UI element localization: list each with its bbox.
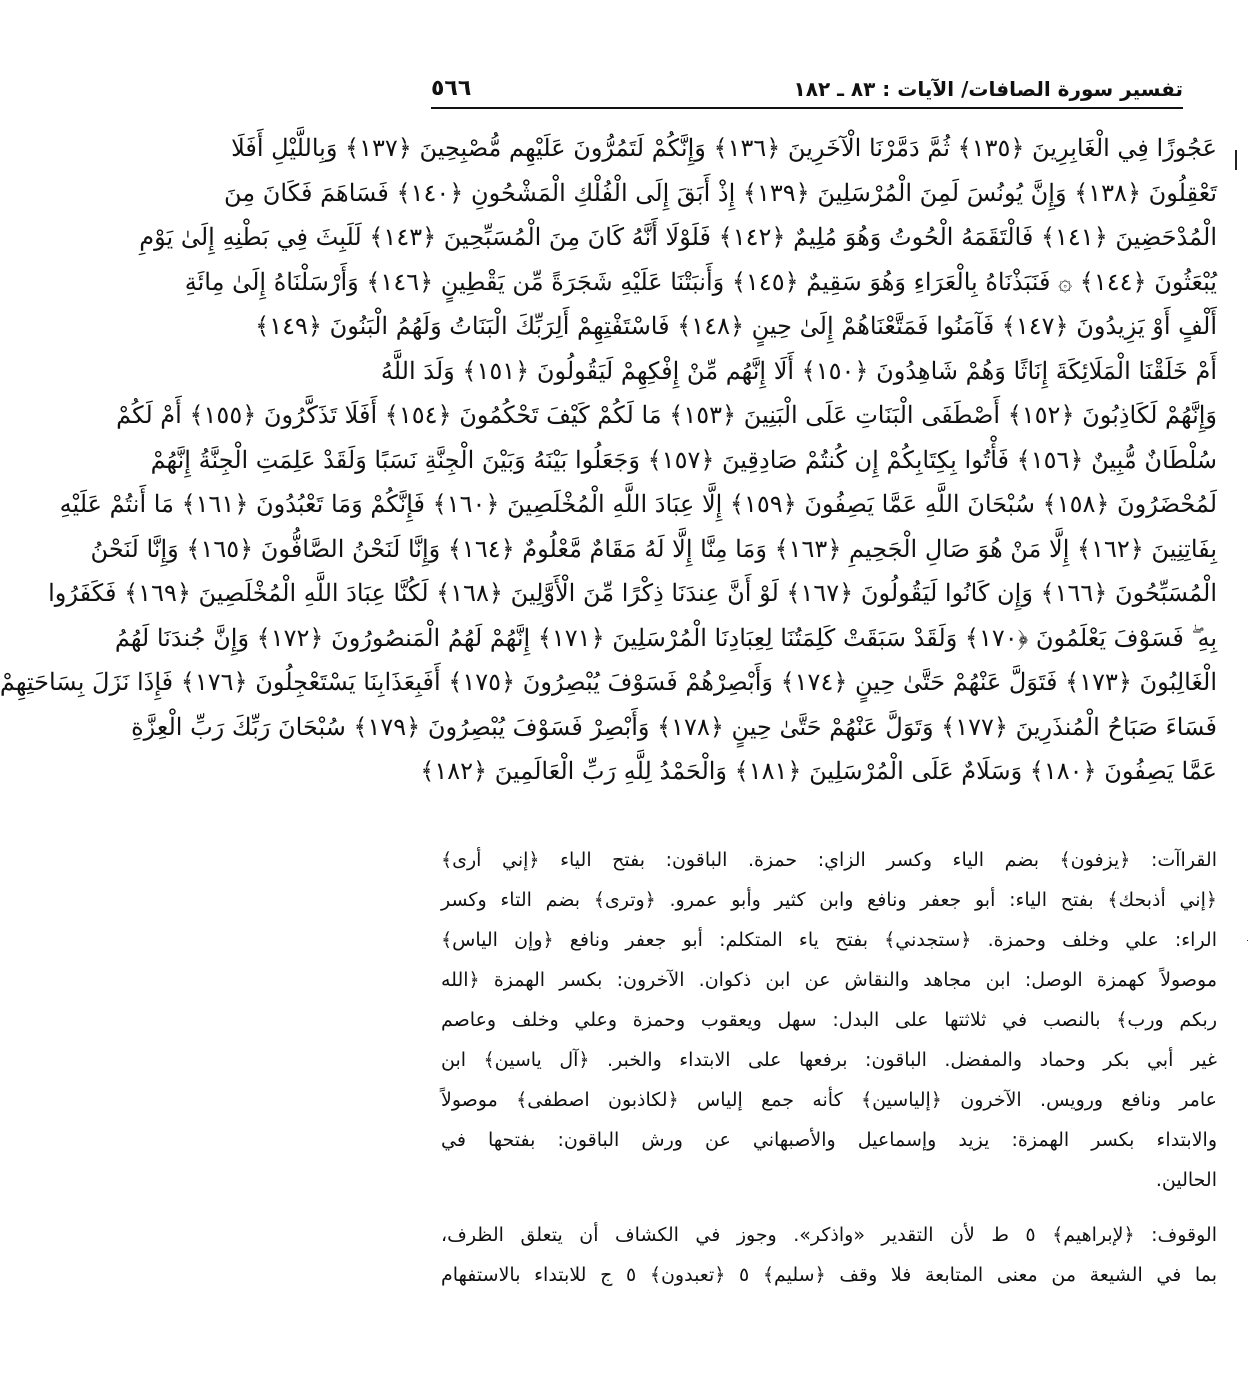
running-title: تفسير سورة الصافات/ الآيات : ٨٣ ـ ١٨٢	[793, 77, 1183, 101]
verse-line: عَجُوزًا فِي الْغَابِرِينَ ﴿١٣٥﴾ ثُمَّ دَمَّرْنَا الْآخَرِينَ ﴿١٣٦﴾ وَإِنَّكُمْ لَتَمُرُّونَ عَلَيْهِم مُّصْبِحِينَ ﴿١٣٧﴾ وَبِاللَّيْلِ أَفَلَا	[231, 134, 1217, 162]
verse-line: عَمَّا يَصِفُونَ ﴿١٨٠﴾ وَسَلَامٌ عَلَى الْمُرْسَلِينَ ﴿١٨١﴾ وَالْحَمْدُ لِلَّهِ رَبِّ الْعَالَمِينَ ﴿١٨٢﴾	[420, 757, 1217, 785]
verse-line: بِهِ ۖ فَسَوْفَ يَعْلَمُونَ ﴿١٧٠﴾ وَلَقَدْ سَبَقَتْ كَلِمَتُنَا لِعِبَادِنَا الْمُرْسَلِينَ ﴿١٧١﴾ إِنَّهُمْ لَهُمُ الْمَنصُورُونَ ﴿١٧٢﴾ وَإِنَّ جُندَنَا لَهُمُ	[114, 623, 1217, 652]
verse-line: الْمُدْحَضِينَ ﴿١٤١﴾ فَالْتَقَمَهُ الْحُوتُ وَهُوَ مُلِيمٌ ﴿١٤٢﴾ فَلَوْلَا أَنَّهُ كَانَ مِنَ الْمُسَبِّحِينَ ﴿١٤٣﴾ لَلَبِثَ فِي بَطْنِهِ إِلَىٰ يَوْمِ	[139, 223, 1217, 251]
qiraat-section	[441, 840, 1217, 1200]
qiraat-line: والابتداء بكسر الهمزة: يزيد وإسماعيل والأصبهاني عن ورش الباقون: بفتحها في	[441, 1129, 1217, 1151]
verse-line: الْمُسَبِّحُونَ ﴿١٦٦﴾ وَإِن كَانُوا لَيَقُولُونَ ﴿١٦٧﴾ لَوْ أَنَّ عِندَنَا ذِكْرًا مِّنَ الْأَوَّلِينَ ﴿١٦٨﴾ لَكُنَّا عِبَادَ اللَّهِ الْمُخْلَصِينَ ﴿١٦٩﴾ فَكَفَرُوا	[48, 579, 1217, 607]
qiraat-line: موصولاً كهمزة الوصل: ابن مجاهد والنقاش عن ابن ذكوان. الآخرون: بكسر الهمزة ﴿الله	[441, 969, 1217, 991]
qiraat-line: الراء: علي وخلف وحمزة. ﴿ستجدني﴾ بفتح ياء المتكلم: أبو جعفر ونافع ﴿وإن الياس﴾	[441, 929, 1217, 951]
verse-line: أَلْفٍ أَوْ يَزِيدُونَ ﴿١٤٧﴾ فَآمَنُوا فَمَتَّعْنَاهُمْ إِلَىٰ حِينٍ ﴿١٤٨﴾ فَاسْتَفْتِهِمْ أَلِرَبِّكَ الْبَنَاتُ وَلَهُمُ الْبَنُونَ ﴿١٤٩﴾	[255, 312, 1217, 340]
verse-line: الْغَالِبُونَ ﴿١٧٣﴾ فَتَوَلَّ عَنْهُمْ حَتَّىٰ حِينٍ ﴿١٧٤﴾ وَأَبْصِرْهُمْ فَسَوْفَ يُبْصِرُونَ ﴿١٧٥﴾ أَفَبِعَذَابِنَا يَسْتَعْجِلُونَ ﴿١٧٦﴾ فَإِذَا نَزَلَ بِسَاحَتِهِمْ	[0, 668, 1217, 696]
verse-line: لَمُحْضَرُونَ ﴿١٥٨﴾ سُبْحَانَ اللَّهِ عَمَّا يَصِفُونَ ﴿١٥٩﴾ إِلَّا عِبَادَ اللَّهِ الْمُخْلَصِينَ ﴿١٦٠﴾ فَإِنَّكُمْ وَمَا تَعْبُدُونَ ﴿١٦١﴾ مَا أَنتُمْ عَلَيْهِ	[59, 490, 1217, 518]
qiraat-line: عامر ونافع ورويس. الآخرون ﴿إلياسين﴾ كأنه جمع إلياس ﴿لكاذبون اصطفى﴾ موصولاً	[441, 1089, 1217, 1111]
verse-line: سُلْطَانٌ مُّبِينٌ ﴿١٥٦﴾ فَأْتُوا بِكِتَابِكُمْ إِن كُنتُمْ صَادِقِينَ ﴿١٥٧﴾ وَجَعَلُوا بَيْنَهُ وَبَيْنَ الْجِنَّةِ نَسَبًا وَلَقَدْ عَلِمَتِ الْجِنَّةُ إِنَّهُمْ	[150, 445, 1217, 474]
verse-line: بِفَاتِنِينَ ﴿١٦٢﴾ إِلَّا مَنْ هُوَ صَالِ الْجَحِيمِ ﴿١٦٣﴾ وَمَا مِنَّا إِلَّا لَهُ مَقَامٌ مَّعْلُومٌ ﴿١٦٤﴾ وَإِنَّا لَنَحْنُ الصَّافُّونَ ﴿١٦٥﴾ وَإِنَّا لَنَحْنُ	[90, 534, 1217, 563]
wuquf-line: الوقوف: ﴿لإبراهيم﴾ ٥ ط لأن التقدير «واذكر». وجوز في الكشاف أن يتعلق الظرف،	[441, 1224, 1217, 1246]
wuquf-line: بما في الشيعة من معنى المتابعة فلا وقف ﴿سليم﴾ ٥ ﴿تعبدون﴾ ٥ ج للابتداء بالاستفهام	[441, 1264, 1217, 1286]
qiraat-line: الحالين.	[1155, 1169, 1217, 1191]
qiraat-line: غير أبي بكر وحماد والمفضل. الباقون: برفعها على الابتداء والخبر. ﴿آل ياسين﴾ ابن	[441, 1049, 1217, 1071]
verse-line: فَسَاءَ صَبَاحُ الْمُنذَرِينَ ﴿١٧٧﴾ وَتَوَلَّ عَنْهُمْ حَتَّىٰ حِينٍ ﴿١٧٨﴾ وَأَبْصِرْ فَسَوْفَ يُبْصِرُونَ ﴿١٧٩﴾ سُبْحَانَ رَبِّكَ رَبِّ الْعِزَّةِ	[131, 712, 1217, 741]
verse-line: وَإِنَّهُمْ لَكَاذِبُونَ ﴿١٥٢﴾ أَصْطَفَى الْبَنَاتِ عَلَى الْبَنِينَ ﴿١٥٣﴾ مَا لَكُمْ كَيْفَ تَحْكُمُونَ ﴿١٥٤﴾ أَفَلَا تَذَكَّرُونَ ﴿١٥٥﴾ أَمْ لَكُمْ	[116, 401, 1217, 429]
page-number: ٥٦٦	[431, 76, 472, 101]
margin-dot	[1247, 940, 1248, 941]
page-header	[431, 76, 1183, 109]
wuquf-section	[441, 1215, 1217, 1295]
verse-line: أَمْ خَلَقْنَا الْمَلَائِكَةَ إِنَاثًا وَهُمْ شَاهِدُونَ ﴿١٥٠﴾ أَلَا إِنَّهُم مِّنْ إِفْكِهِمْ لَيَقُولُونَ ﴿١٥١﴾ وَلَدَ اللَّهُ	[380, 356, 1217, 385]
qiraat-line: ربكم ورب﴾ بالنصب في ثلاثتها على البدل: سهل ويعقوب وحمزة وعلي وخلف وعاصم	[441, 1009, 1217, 1031]
margin-mark	[1235, 150, 1237, 170]
verse-line: تَعْقِلُونَ ﴿١٣٨﴾ وَإِنَّ يُونُسَ لَمِنَ الْمُرْسَلِينَ ﴿١٣٩﴾ إِذْ أَبَقَ إِلَى الْفُلْكِ الْمَشْحُونِ ﴿١٤٠﴾ فَسَاهَمَ فَكَانَ مِنَ	[224, 178, 1217, 207]
qiraat-line: القراآت: ﴿يزفون﴾ بضم الياء وكسر الزاي: حمزة. الباقون: بفتح الياء ﴿إني أرى﴾	[441, 849, 1217, 871]
qiraat-line: ﴿إني أذبحك﴾ بفتح الياء: أبو جعفر ونافع وابن كثير وأبو عمرو. ﴿وترى﴾ بضم التاء وكسر	[441, 889, 1217, 911]
verse-line: يُبْعَثُونَ ﴿١٤٤﴾ ۞ فَنَبَذْنَاهُ بِالْعَرَاءِ وَهُوَ سَقِيمٌ ﴿١٤٥﴾ وَأَنبَتْنَا عَلَيْهِ شَجَرَةً مِّن يَقْطِينٍ ﴿١٤٦﴾ وَأَرْسَلْنَاهُ إِلَىٰ مِائَةِ	[184, 267, 1217, 296]
quran-verses-block	[0, 126, 1217, 794]
